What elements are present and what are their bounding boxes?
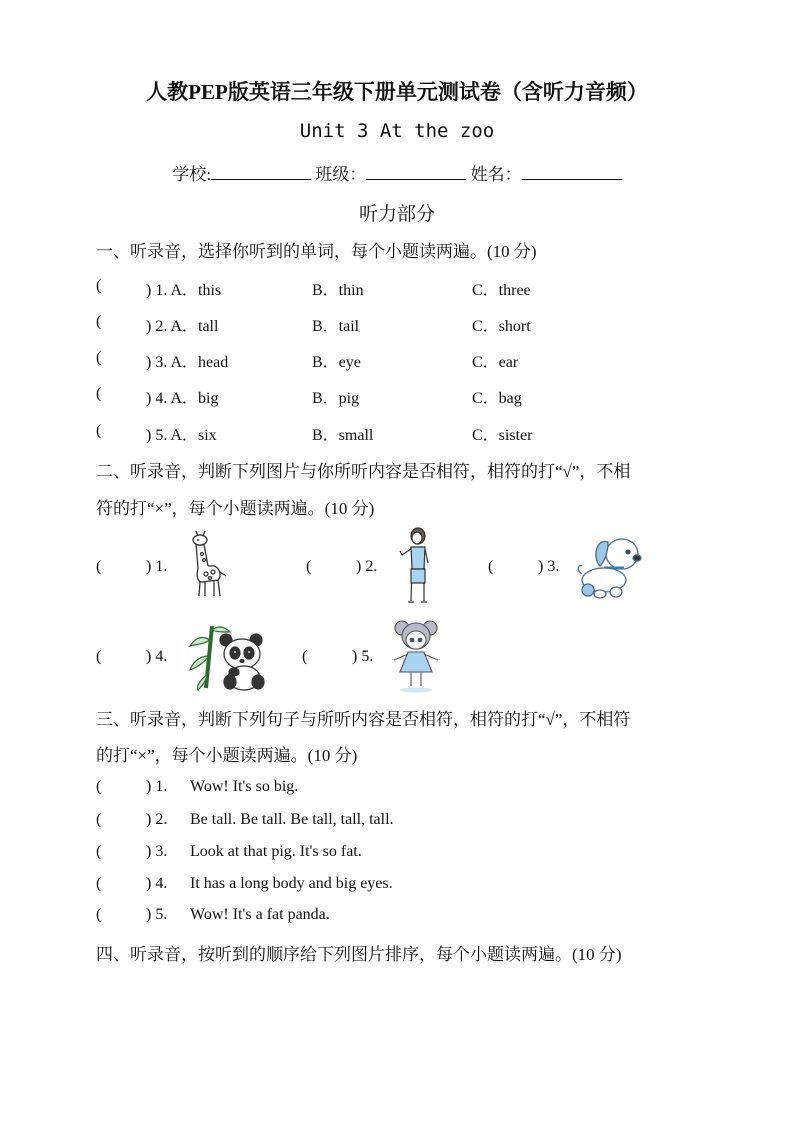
question-number: ) 5. (146, 906, 168, 923)
sentence-text: It has a long body and big eyes. (190, 875, 393, 892)
answer-paren[interactable]: ( (96, 422, 102, 439)
school-blank[interactable] (211, 163, 311, 180)
tall-woman-picture (394, 527, 438, 605)
name-blank[interactable] (522, 163, 622, 180)
section-3-heading-line2: 的打“×”，每个小题读两遍。(10 分) (96, 746, 358, 765)
unit-title: Unit 3 At the zoo (299, 120, 495, 142)
listening-part-title: 听力部分 (358, 204, 435, 225)
answer-paren[interactable]: ( (96, 349, 102, 366)
dog-picture (574, 532, 646, 600)
student-info-line (0, 160, 794, 185)
option-c: C．short (472, 318, 531, 335)
answer-paren[interactable]: ( (488, 558, 494, 575)
option-b: B．pig (312, 390, 360, 407)
answer-paren[interactable]: ( (96, 811, 102, 828)
question-number-option-a: ) 4. A．big (146, 390, 219, 407)
name-label: 姓名： (470, 165, 522, 184)
question-number-option-a: ) 2. A．tall (146, 318, 219, 335)
section-2-heading-line2: 符的打“×”，每个小题读两遍。(10 分) (96, 499, 375, 518)
answer-paren[interactable]: ( (96, 385, 102, 402)
section-2-heading-line1: 二、听录音，判断下列图片与你所听内容是否相符，相符的打“√”，不相 (96, 462, 631, 481)
picture-number: ) 4. (146, 648, 168, 665)
picture-number: ) 1. (146, 558, 168, 575)
option-b: B．small (312, 427, 374, 444)
answer-paren[interactable]: ( (96, 648, 102, 665)
option-b: B．eye (312, 354, 361, 371)
picture-number: ) 2. (356, 558, 378, 575)
question-number-option-a: ) 3. A．head (146, 354, 229, 371)
panda-picture (186, 620, 282, 692)
answer-paren[interactable]: ( (96, 277, 102, 294)
option-b: B．thin (312, 282, 364, 299)
answer-paren[interactable]: ( (306, 558, 312, 575)
class-label: 班级： (315, 165, 367, 184)
question-number-option-a: ) 1. A．this (146, 282, 222, 299)
option-c: C．bag (472, 390, 522, 407)
answer-paren[interactable]: ( (96, 778, 102, 795)
question-number: ) 2. (146, 811, 168, 828)
sentence-text: Wow! It's a fat panda. (190, 906, 330, 923)
answer-paren[interactable]: ( (96, 843, 102, 860)
small-girl-picture (384, 616, 448, 694)
answer-paren[interactable]: ( (96, 558, 102, 575)
sentence-text: Be tall. Be tall. Be tall, tall, tall. (190, 811, 394, 828)
option-c: C．sister (472, 427, 533, 444)
question-number: ) 3. (146, 843, 168, 860)
school-label: 学校: (172, 165, 212, 184)
sentence-text: Look at that pig. It's so fat. (190, 843, 362, 860)
section-1-heading: 一、听录音，选择你听到的单词，每个小题读两遍。(10 分) (96, 242, 537, 261)
section-4-heading: 四、听录音，按听到的顺序给下列图片排序，每个小题读两遍。(10 分) (96, 945, 622, 964)
giraffe-picture (186, 530, 228, 600)
answer-paren[interactable]: ( (96, 875, 102, 892)
picture-number: ) 5. (352, 648, 374, 665)
class-blank[interactable] (366, 163, 466, 180)
answer-paren[interactable]: ( (302, 648, 308, 665)
picture-number: ) 3. (538, 558, 560, 575)
sentence-text: Wow! It's so big. (190, 778, 299, 795)
question-number: ) 4. (146, 875, 168, 892)
answer-paren[interactable]: ( (96, 906, 102, 923)
option-b: B．tail (312, 318, 360, 335)
question-number-option-a: ) 5. A．six (146, 427, 217, 444)
option-c: C．three (472, 282, 531, 299)
question-number: ) 1. (146, 778, 168, 795)
option-c: C．ear (472, 354, 519, 371)
page-title: 人教PEP版英语三年级下册单元测试卷（含听力音频） (146, 80, 648, 104)
answer-paren[interactable]: ( (96, 313, 102, 330)
section-3-heading-line1: 三、听录音，判断下列句子与所听内容是否相符，相符的打“√”，不相符 (96, 710, 631, 729)
